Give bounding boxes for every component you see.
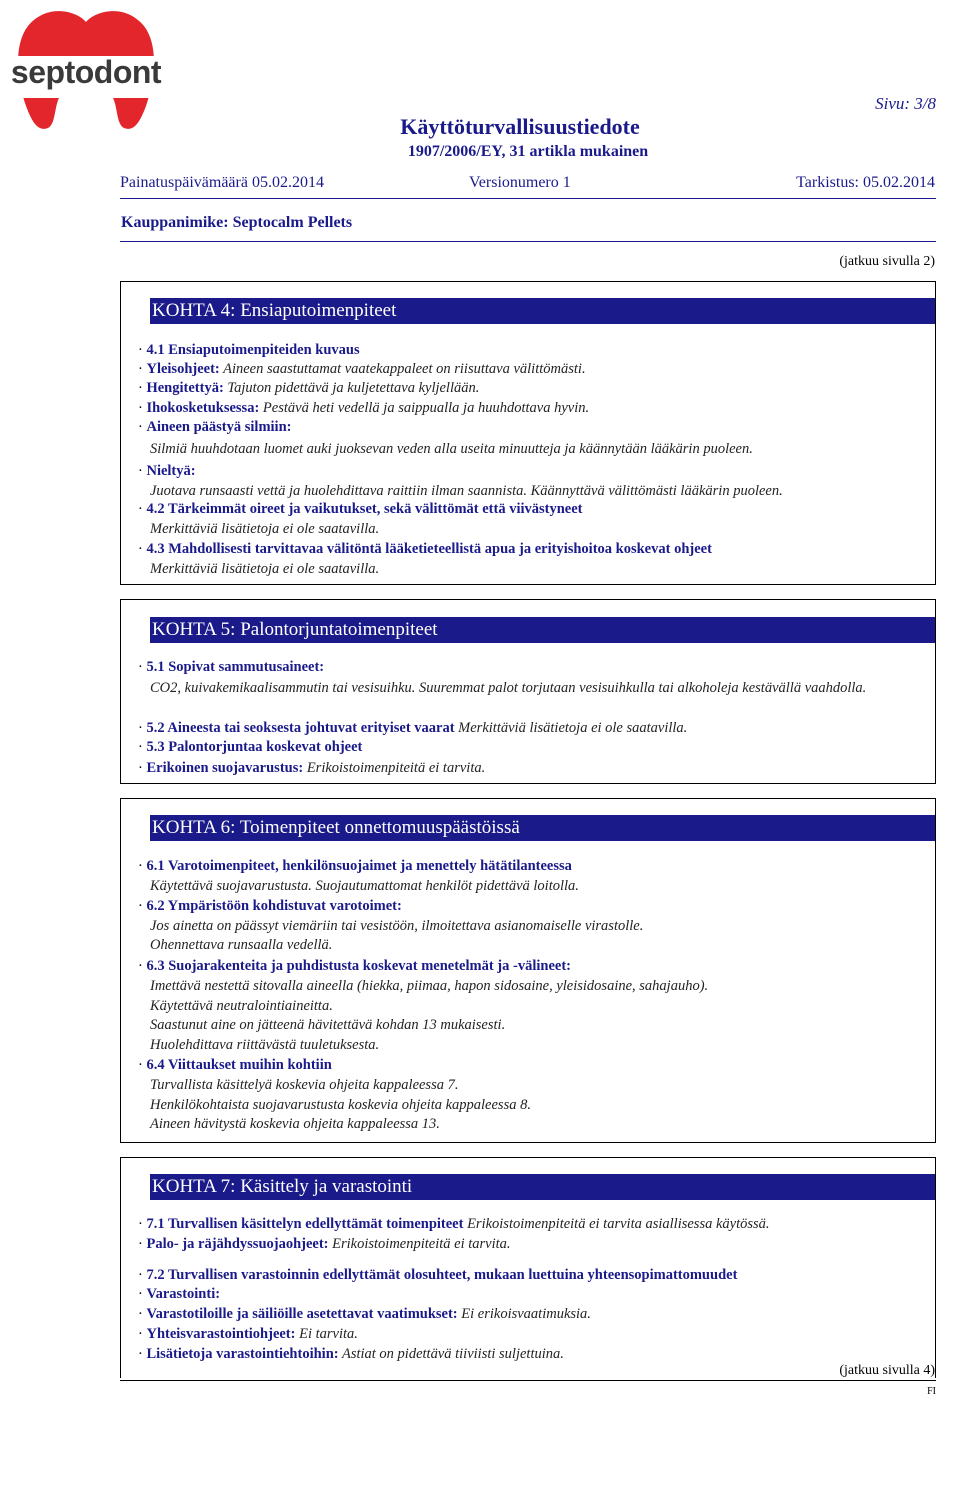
s4-line: Merkittäviä lisätietoja ei ole saatavilla. [150,521,380,537]
s7-line: · Yhteisvarastointiohjeet: Ei tarvita. [138,1326,358,1342]
s6-line: Henkilökohtaista suojavarustusta koskevia ohjeita kappaleessa 8. [150,1097,531,1113]
s6-line: Aineen hävitystä koskevia ohjeita kappaleessa 13. [150,1116,440,1132]
s7-line: · 7.2 Turvallisen varastoinnin edellyttämät olosuhteet, mukaan luettuina yhteensopimattomuudet [138,1267,738,1283]
s6-line: Käytettävä suojavarustusta. Suojautumattomat henkilöt pidettävä loitolla. [150,878,579,894]
section-6-heading: KOHTA 6: Toimenpiteet onnettomuuspäästöissä [150,815,935,841]
page-number: Sivu: 3/8 [875,94,936,113]
s4-line: · Hengitettyä: Tajuton pidettävä ja kuljetettava kyljellään. [138,380,480,396]
s4-line: Merkittäviä lisätietoja ei ole saatavilla. [150,561,380,577]
s4-line: · 4.3 Mahdollisesti tarvittavaa välitöntä lääketieteellistä apua ja erityishoitoa koskevat ohjeet [138,541,712,557]
s7-line: · Varastointi: [138,1286,221,1302]
document-title: Käyttöturvallisuustiedote [400,114,640,139]
s4-line: · Ihokosketuksessa: Pestävä heti vedellä ja saippualla ja huuhdottava hyvin. [138,400,590,416]
divider [120,1380,936,1381]
s5-line: CO2, kuivakemikaalisammutin tai vesisuihku. Suuremmat palot torjutaan vesisuihkulla tai alkoholeja kestävällä vaahdolla. [150,680,867,696]
review-date: Tarkistus: 05.02.2014 [796,174,935,191]
s4-line: · 4.1 Ensiaputoimenpiteiden kuvaus [138,342,360,358]
s4-line: · 4.2 Tärkeimmät oireet ja vaikutukset, sekä välittömät että viivästyneet [138,501,583,517]
s7-line: · Varastotiloille ja säiliöille asetettavat vaatimukset: Ei erikoisvaatimuksia. [138,1306,591,1322]
s4-line: · Aineen päästyä silmiin: [138,419,292,435]
s7-line: · Lisätietoja varastointiehtoihin: Astiat on pidettävä tiiviisti suljettuina. [138,1346,564,1362]
s6-line: Käytettävä neutralointiaineitta. [150,998,333,1014]
print-date: Painatuspäivämäärä 05.02.2014 [120,174,324,191]
s6-line: Saastunut aine on jätteenä hävitettävä kohdan 13 mukaisesti. [150,1017,506,1033]
product-name: Kauppanimike: Septocalm Pellets [121,214,353,231]
s5-line: · 5.3 Palontorjuntaa koskevat ohjeet [138,739,363,755]
s6-line: Huolehdittava riittävästä tuuletuksesta. [150,1037,380,1053]
s7-line: · 7.1 Turvallisen käsittelyn edellyttämät toimenpiteet Erikoistoimenpiteitä ei tarvita asiallisessa käytössä. [138,1216,770,1232]
s4-line: · Yleisohjeet: Aineen saastuttamat vaatekappaleet on riisuttava välittömästi. [138,361,586,377]
s6-line: Jos ainetta on päässyt viemäriin tai vesistöön, ilmoitettava asianomaiselle virastolle. [150,918,644,934]
s7-line: · Palo- ja räjähdyssuojaohjeet: Erikoistoimenpiteitä ei tarvita. [138,1236,511,1252]
language-code: FI [927,1386,936,1397]
s6-line: · 6.2 Ympäristöön kohdistuvat varotoimet: [138,898,402,914]
s4-line: Juotava runsaasti vettä ja huolehdittava raittiin ilman saannista. Käännyttävä välittömästi lääkärin puoleen. [150,483,783,499]
section-5-heading: KOHTA 5: Palontorjuntatoimenpiteet [150,617,935,643]
s6-line: · 6.4 Viittaukset muihin kohtiin [138,1057,332,1073]
s5-line: · Erikoinen suojavarustus: Erikoistoimenpiteitä ei tarvita. [138,760,486,776]
s6-line: Imettävä nestettä sitovalla aineella (hiekka, piimaa, hapon sidosaine, yleisidosaine, sahajauho). [150,978,709,994]
s6-line: Ohennettava runsaalla vedellä. [150,937,333,953]
s6-line: Turvallista käsittelyä koskevia ohjeita kappaleessa 7. [150,1077,459,1093]
s5-line: · 5.1 Sopivat sammutusaineet: [138,659,325,675]
document-subtitle: 1907/2006/EY, 31 artikla mukainen [407,143,649,160]
version-number: Versionumero 1 [469,174,571,191]
s4-line: Silmiä huuhdotaan luomet auki juoksevan veden alla useita minuutteja ja käännytään lääkärin puoleen. [150,441,753,457]
s5-line: · 5.2 Aineesta tai seoksesta johtuvat erityiset vaarat Merkittäviä lisätietoja ei ole saatavilla. [138,720,688,736]
section-4-heading: KOHTA 4: Ensiaputoimenpiteet [150,298,935,324]
logo-wordmark: septodont [10,54,162,90]
divider [120,241,936,242]
continued-from: (jatkuu sivulla 2) [839,254,935,269]
section-7-heading: KOHTA 7: Käsittely ja varastointi [150,1174,935,1200]
s4-line: · Nieltyä: [138,463,196,479]
continued-to: (jatkuu sivulla 4) [839,1363,935,1378]
s6-line: · 6.3 Suojarakenteita ja puhdistusta koskevat menetelmät ja -välineet: [138,958,571,974]
s6-line: · 6.1 Varotoimenpiteet, henkilönsuojaimet ja menettely hätätilanteessa [138,858,572,874]
divider [120,198,936,199]
